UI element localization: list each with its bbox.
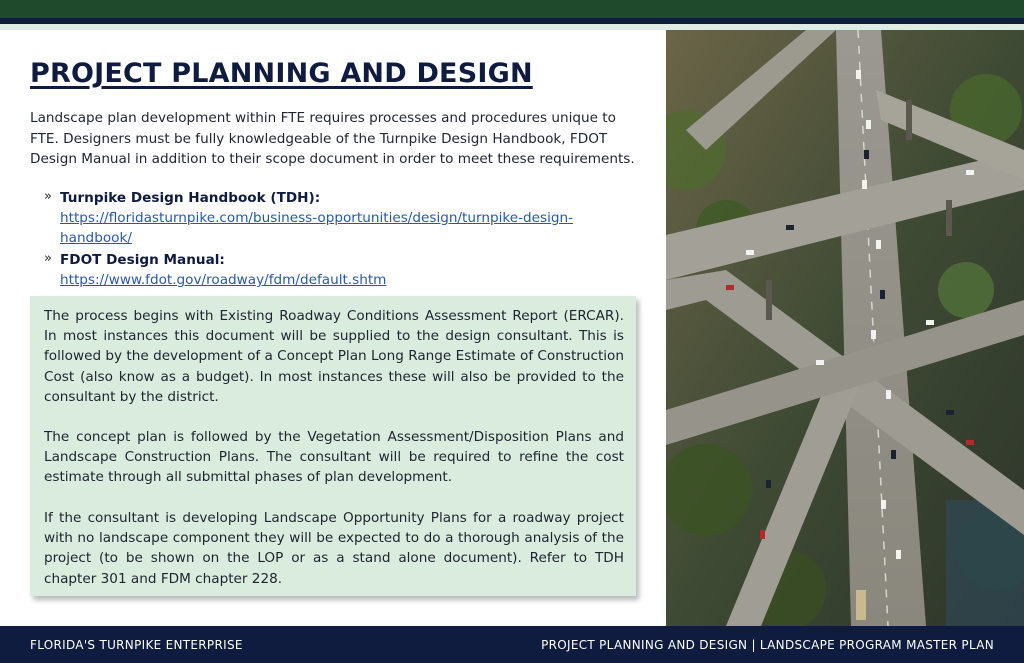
process-callout-box bbox=[30, 296, 636, 596]
highway-interchange-aerial-photo-icon bbox=[666, 30, 1024, 626]
footer-section-title: PROJECT PLANNING AND DESIGN | LANDSCAPE PROGRAM MASTER PLAN bbox=[541, 638, 994, 652]
reference-title-tdh: Turnpike Design Handbook (TDH): bbox=[60, 190, 321, 206]
top-green-band bbox=[0, 0, 1024, 18]
page-title: PROJECT PLANNING AND DESIGN bbox=[30, 58, 533, 89]
bullet-icon: » bbox=[44, 251, 52, 266]
highway-interchange-photo bbox=[666, 30, 1024, 626]
footer-organization: FLORIDA'S TURNPIKE ENTERPRISE bbox=[30, 638, 243, 652]
bullet-icon: » bbox=[44, 189, 52, 204]
reference-list bbox=[44, 188, 634, 292]
reference-item-fdm bbox=[44, 250, 634, 290]
reference-item-tdh bbox=[44, 188, 634, 248]
reference-link-tdh[interactable]: https://floridasturnpike.com/business-opportunities/design/turnpike-design-handbook/ bbox=[60, 210, 574, 246]
reference-title-fdm: FDOT Design Manual: bbox=[60, 252, 225, 268]
callout-paragraph-ercar: The process begins with Existing Roadway Conditions Assessment Report (ERCAR). In most instances this document will be supplied to the design consultant. This is followed by the development of a Concept Plan Long Range Estimate of Construction Cost (also know as a budget). In most instances these will also be provided to the consultant by the district. bbox=[44, 308, 624, 405]
callout-paragraph-lop: If the consultant is developing Landscape Opportunity Plans for a roadway project with no landscape component they will be expected to do a thorough analysis of the project (to be shown on the LOP or as a stand alone document). Refer to TDH chapter 301 and FDM chapter 228. bbox=[44, 510, 624, 587]
page-footer bbox=[0, 626, 1024, 663]
reference-link-fdm[interactable]: https://www.fdot.gov/roadway/fdm/default.shtm bbox=[60, 272, 387, 288]
intro-paragraph: Landscape plan development within FTE requires processes and procedures unique to FTE. Designers must be fully knowledgeable of the Turnpike Design Handbook, FDOT Design Manual in addition to their scope document in order to meet these requirements. bbox=[30, 110, 635, 167]
callout-paragraph-concept-plan: The concept plan is followed by the Vegetation Assessment/Disposition Plans and Landscape Construction Plans. The consultant will be required to refine the cost estimate through all submittal phases of plan development. bbox=[44, 429, 624, 486]
